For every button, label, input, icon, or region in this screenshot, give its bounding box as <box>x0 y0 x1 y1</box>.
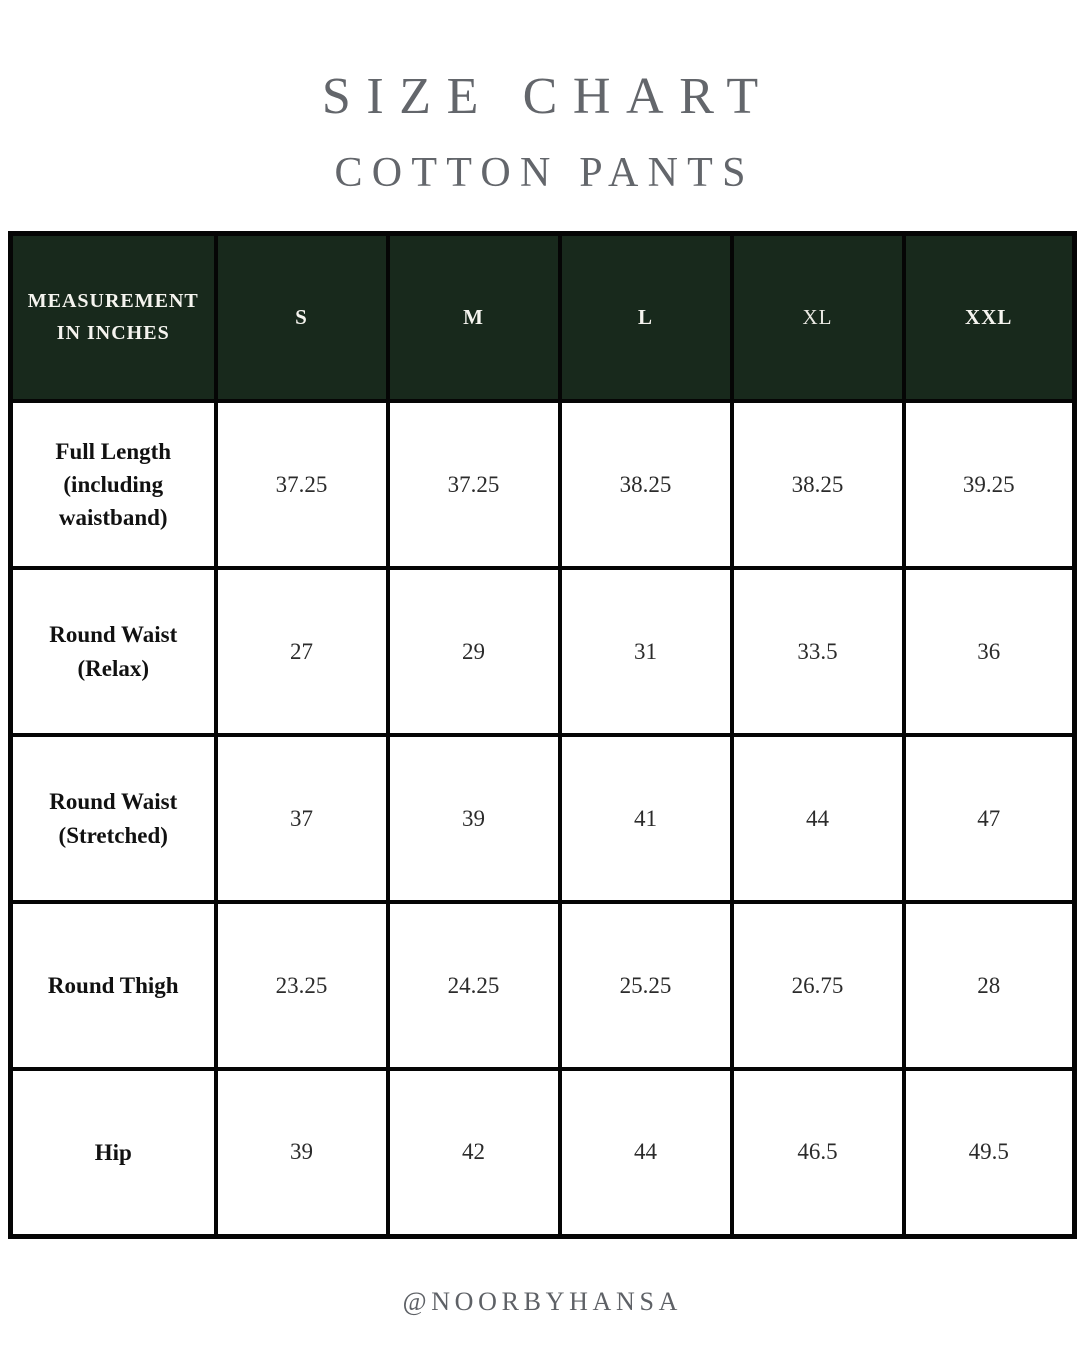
table-row-round-waist-relax <box>11 568 1075 735</box>
table-row-full-length <box>11 401 1075 568</box>
brand-handle: @NOORBYHANSA <box>402 1286 683 1316</box>
table-row-round-thigh <box>11 902 1075 1069</box>
column-header-xl: XL <box>732 233 904 401</box>
table-row-hip <box>11 1069 1075 1236</box>
row-label-round-waist-stretched: Round Waist (Stretched) <box>11 735 216 902</box>
row-label-full-length: Full Length (including waistband) <box>11 401 216 568</box>
cell-hip-xxl: 49.5 <box>904 1069 1075 1236</box>
row-label-round-thigh: Round Thigh <box>11 902 216 1069</box>
cell-waist-stretched-xl: 44 <box>732 735 904 902</box>
cell-hip-s: 39 <box>216 1069 388 1236</box>
cell-waist-relax-xxl: 36 <box>904 568 1075 735</box>
row-label-round-waist-relax: Round Waist (Relax) <box>11 568 216 735</box>
cell-waist-stretched-xxl: 47 <box>904 735 1075 902</box>
cell-full-length-m: 37.25 <box>388 401 560 568</box>
column-header-measurement: MEASUREMENT IN INCHES <box>11 233 216 401</box>
cell-full-length-l: 38.25 <box>560 401 732 568</box>
cell-waist-relax-l: 31 <box>560 568 732 735</box>
cell-waist-stretched-l: 41 <box>560 735 732 902</box>
cell-thigh-s: 23.25 <box>216 902 388 1069</box>
cell-full-length-xl: 38.25 <box>732 401 904 568</box>
column-header-s: S <box>216 233 388 401</box>
size-chart-table <box>8 231 1077 1239</box>
column-header-l: L <box>560 233 732 401</box>
cell-thigh-xxl: 28 <box>904 902 1075 1069</box>
cell-hip-xl: 46.5 <box>732 1069 904 1236</box>
column-header-m: M <box>388 233 560 401</box>
cell-waist-relax-xl: 33.5 <box>732 568 904 735</box>
row-label-hip: Hip <box>11 1069 216 1236</box>
cell-hip-m: 42 <box>388 1069 560 1236</box>
cell-thigh-l: 25.25 <box>560 902 732 1069</box>
page-title: SIZE CHART <box>321 68 774 125</box>
cell-waist-relax-s: 27 <box>216 568 388 735</box>
cell-waist-stretched-m: 39 <box>388 735 560 902</box>
table-header-row <box>11 233 1075 401</box>
column-header-xxl: XXL <box>904 233 1075 401</box>
table-row-round-waist-stretched <box>11 735 1075 902</box>
cell-full-length-s: 37.25 <box>216 401 388 568</box>
cell-waist-relax-m: 29 <box>388 568 560 735</box>
cell-waist-stretched-s: 37 <box>216 735 388 902</box>
page-subtitle: COTTON PANTS <box>334 149 755 196</box>
cell-full-length-xxl: 39.25 <box>904 401 1075 568</box>
cell-thigh-xl: 26.75 <box>732 902 904 1069</box>
cell-thigh-m: 24.25 <box>388 902 560 1069</box>
cell-hip-l: 44 <box>560 1069 732 1236</box>
